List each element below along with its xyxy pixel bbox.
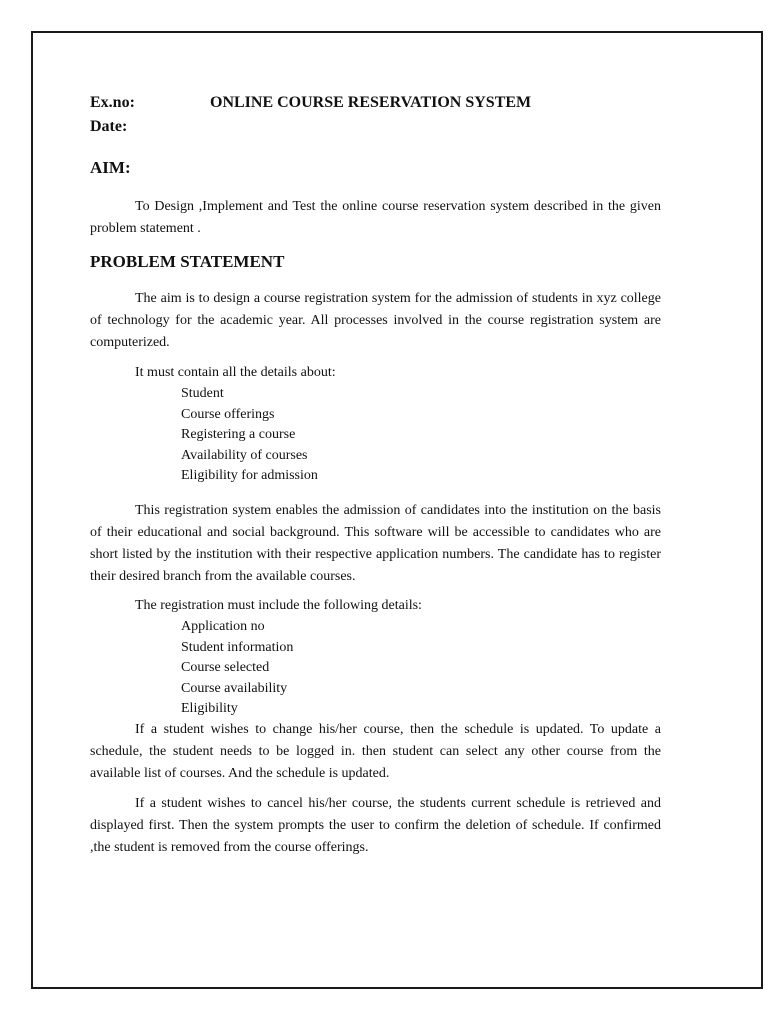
problem-paragraph-4: If a student wishes to cancel his/her course, the students current schedule is retrieved and displayed first. Then the system prompts the user to confirm the deletion of schedule. If confirmed ,the student is removed from the course offerings.: [90, 796, 661, 855]
problem-paragraph-1: The aim is to design a course registration system for the admission of students in xyz college of technology for the academic year. All processes involved in the course registration system are computerized.: [90, 291, 661, 350]
problem-paragraph-2: This registration system enables the admission of candidates into the institution on the basis of their educational and social background. This software will be accessible to candidates who are short listed by the institution with their respective application numbers. The candidate has to register their desired branch from the available courses.: [90, 503, 661, 584]
problem-statement-heading: PROBLEM STATEMENT: [90, 252, 285, 271]
list-item: Student information: [181, 639, 294, 655]
details-list-intro: It must contain all the details about:: [135, 365, 336, 380]
list-item: Availability of courses: [181, 447, 308, 463]
problem-paragraph-3: If a student wishes to change his/her course, then the schedule is updated. To update a schedule, the student needs to be logged in. then student can select any other course from the available list of courses. And the schedule is updated.: [90, 722, 661, 781]
aim-text: To Design ,Implement and Test the online course reservation system described in the given problem statement .: [90, 199, 661, 236]
aim-heading: AIM:: [90, 158, 131, 177]
list-item: Course offerings: [181, 406, 275, 422]
list-item: Course selected: [181, 660, 270, 675]
registration-list: [181, 617, 293, 720]
exno-label: Ex.no:: [90, 94, 135, 111]
details-list: [181, 384, 318, 487]
list-item: Course availability: [181, 680, 288, 696]
list-item: Student: [181, 386, 224, 401]
registration-list-intro: The registration must include the following details:: [135, 598, 422, 613]
list-item: Eligibility: [181, 701, 238, 716]
document-title: ONLINE COURSE RESERVATION SYSTEM: [210, 94, 532, 111]
date-label: Date:: [90, 118, 128, 135]
list-item: Registering a course: [181, 427, 296, 442]
list-item: Eligibility for admission: [181, 468, 318, 483]
list-item: Application no: [181, 619, 265, 634]
